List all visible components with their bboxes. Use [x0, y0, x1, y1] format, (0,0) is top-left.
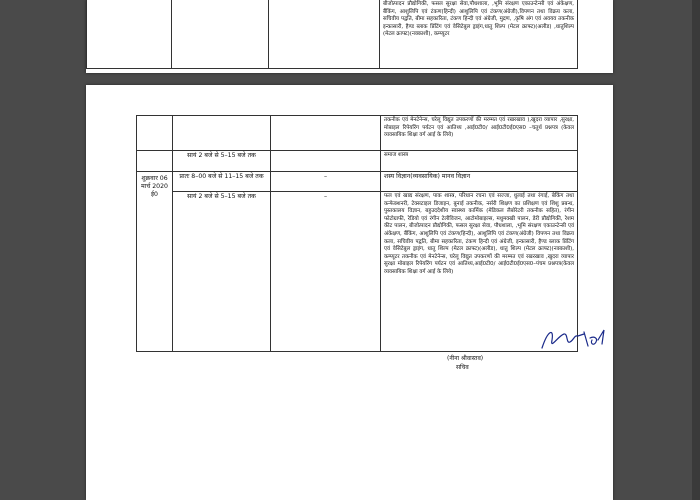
time-cell: सायं 2 बजे से 5–15 बजे तक	[173, 192, 271, 352]
date-cell	[137, 151, 173, 172]
date-cell	[87, 0, 172, 69]
dash-cell	[271, 116, 381, 151]
dash-cell: –	[271, 192, 381, 352]
subject-cell: समाज शास्त्र	[381, 151, 578, 172]
table-row	[137, 151, 578, 172]
time-cell	[173, 116, 271, 151]
time-cell: सायं 2 बजे से 5–15 बजे तक	[173, 151, 271, 172]
table-row	[137, 172, 578, 192]
subject-cell: बीजोत्पादन प्रौद्योगिकी, फसल सुरक्षा सेवा,पौधशाला, ,भूमि संरक्षण एकाउन्टेन्सी एवं अंकेक्षण, बैंकिंग, आशुलिपि एवं टंकण(हिन्दी) आशुलिपि एवं टंकण(अंग्रेजी),विपणन तथा विक्रय कला, सचिवीय पद्वति, बीमा सहकारिता, टंकण हिन्दी एवं अंग्रेजी, मुद्रण, ,कृषि अंग एवं अवयव तकनीक इन्कासारी, हैण्ड ब्लाक प्रिंटिंग एवं वेसिटेबुल ड्राइंग,धातु शिल्प (मेटल क्राफ्ट)(अलीड) ,धातुशिल्प (मेटल क्राफ्ट)(नक्काशी), कम्प्यूटर	[380, 0, 578, 69]
date-cell	[137, 116, 173, 151]
schedule-table	[136, 115, 578, 352]
signature-image	[540, 326, 610, 356]
table-row	[137, 192, 578, 352]
document-page-partial	[86, 0, 613, 73]
signatory-name: (नीना श्रीवास्तव)	[447, 355, 484, 362]
subject-cell: शस्य विज्ञान(व्यवसायिक) मानव विज्ञान	[381, 172, 578, 192]
schedule-table-continued	[86, 0, 578, 69]
table-row	[137, 116, 578, 151]
document-page	[86, 85, 613, 500]
date-cell: शुक्रवार 06 मार्च 2020 ई0	[137, 172, 173, 352]
subject-cell: फल एवं खाद्य संरक्षण, पाक शास्त्र, परिधान रचना एवं सज्जा, धुलाई तथा रंगाई, बेकिंग तथा कन्फेक्शनरी, टेक्सटाइल डिजाइन, बुनाई तकनीक, नर्सरी शिक्षण का प्रशिक्षण एवं शिशु प्रबन्ध, पुस्तकालय विज्ञान, बहुउददेशीय स्वास्थ्य कार्मिक (मेडिकल लैबोरेटरी तकनीक सहित), रंगीन फोटोग्राफी, रेडियो एवं रंगीन टेलीविजन, आटोमोबाइल्स, मधुमक्खी पालन, डेरी प्रौद्योगिकी, रेशम कीट पालन, बीजोत्पादन प्रौद्योगिकी, फसल सुरक्षा सेवा, पौधशाला, ,भूमि संरक्षण एकाउन्टेन्सी एवं अंकेक्षण, बैंकिंग, आशुलिपि एवं टंकण(हिन्दी), आशुलिपि एवं टंकण(अंग्रेजी) विपणन तथा विक्रय कला, सचिवीय पद्वति, बीमा सहकारिता, टंकण हिन्दी एवं अंग्रेजी, इन्कासारी, हैण्ड ब्लाक प्रिंटिंग एवं वेसिटेबुल ड्राइंग, धातु शिल्प (मेटल क्राफ्ट)(अलीड), धातु शिल्प (मेटल क्राफ्ट)(नक्काशी), कम्प्यूटर तकनीक एवं मेनटेनेन्स, घरेलू विद्युत उपकरणों की मरम्मत एवं रखरखाव ,खुदरा व्यापार सुरक्षा मोबाइल रिपेयरिंग पर्यटन एवं आतिथ्य,आई0टी0/ आई0टी0ई0एस0–पंचम प्रश्नपत्र(केवल व्यवसायिक शिक्षा वर्ग आई के लिये)	[381, 192, 578, 352]
table-row	[87, 0, 578, 69]
dash-cell	[269, 0, 380, 69]
viewer-scrollbar[interactable]	[692, 0, 700, 500]
time-cell	[172, 0, 269, 69]
subject-cell: तकनीक एवं मेनटेनेन्स, घरेलू विद्युत उपकरणों की मरम्मत एवं रखरखाव ),खुदरा व्यापार ,सुरक्षा, मोबाइल रिपेयरिंग पर्यटन एवं आतिथ्य ,आई0टी0/ आई0टी0ई0एस0 –चतुर्थ प्रश्नपत्र (केवल व्यवसायिक शिक्षा वर्ग आई के लिये)	[381, 116, 578, 151]
signatory-title: सचिव	[456, 364, 469, 371]
dash-cell	[271, 151, 381, 172]
time-cell: प्रातः 8–00 बजे से 11–15 बजे तक	[173, 172, 271, 192]
dash-cell: –	[271, 172, 381, 192]
